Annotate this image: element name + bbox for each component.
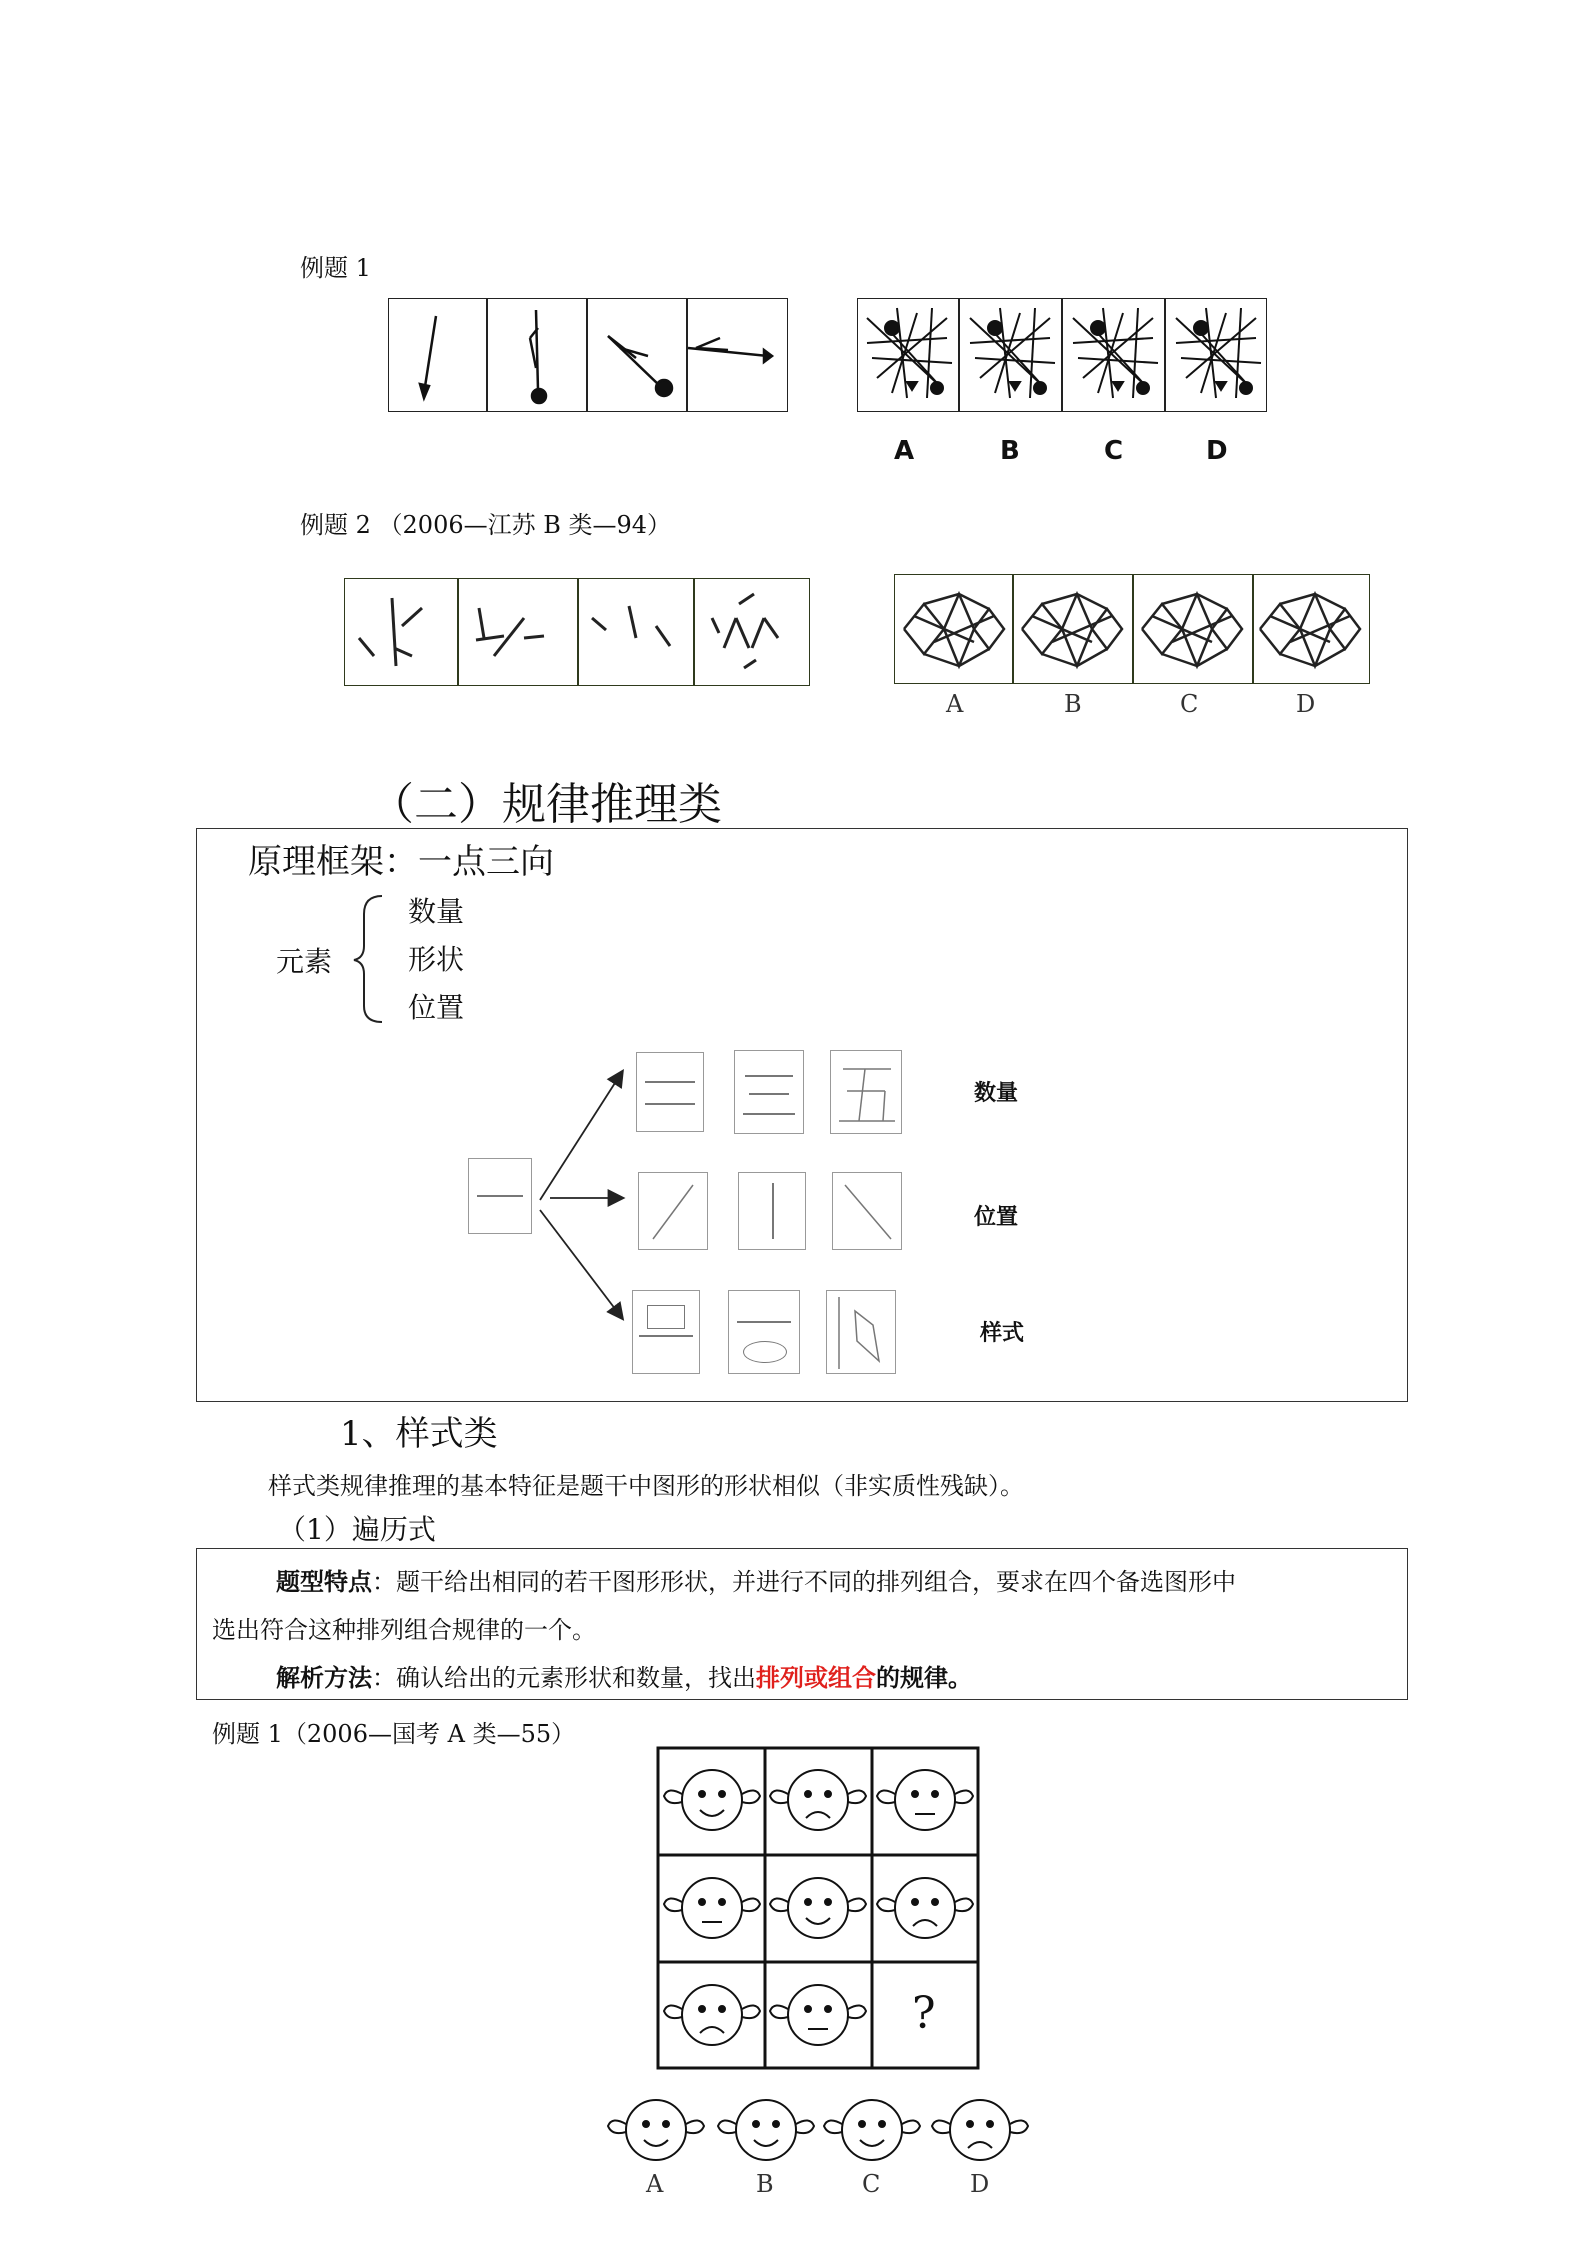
example1-option-c: C — [1104, 436, 1124, 466]
branch-label-quantity: 数量 — [974, 1081, 1019, 1106]
framework-title: 原理框架：一点三向 — [248, 842, 554, 882]
section-title: （二）规律推理类 — [370, 779, 722, 830]
example1-option-a: A — [894, 436, 915, 466]
example2-option-d: D — [1296, 690, 1316, 718]
method-text: ：确认给出的元素形状和数量，找出 — [372, 1664, 756, 1692]
subsection-intro: 样式类规律推理的基本特征是题干中图形的形状相似（非实质性残缺）。 — [268, 1472, 1024, 1500]
subsection-title: 1、样式类 — [340, 1414, 498, 1454]
question-mark: ? — [912, 1988, 936, 2039]
example3-option-b: B — [756, 2170, 774, 2198]
feature-text: ：题干给出相同的若干图形形状，并进行不同的排列组合，要求在四个备选图形中 — [372, 1568, 1236, 1596]
branch-label-style: 样式 — [980, 1321, 1025, 1346]
example2-option-b: B — [1064, 690, 1082, 718]
method-label: 解析方法 — [276, 1663, 372, 1692]
method-highlight: 排列或组合 — [756, 1663, 876, 1692]
method-tail: 的规律。 — [876, 1663, 972, 1692]
example3-option-c: C — [862, 2170, 881, 2198]
example1-title: 例题 1 — [300, 254, 371, 282]
example2-option-c: C — [1180, 690, 1199, 718]
example1-option-d: D — [1206, 436, 1228, 466]
example1-option-b: B — [1000, 436, 1020, 466]
element-label: 元素 — [276, 945, 333, 978]
example3-option-a: A — [646, 2170, 664, 2198]
branch-label-position: 位置 — [974, 1205, 1019, 1230]
example2-title: 例题 2 （2006—江苏 B 类—94） — [300, 511, 672, 539]
element-item-position: 位置 — [408, 991, 465, 1024]
example3-option-d: D — [970, 2170, 990, 2198]
element-item-quantity: 数量 — [408, 895, 465, 928]
example3-title: 例题 1（2006—国考 A 类—55） — [212, 1720, 576, 1748]
feature-label: 题型特点 — [276, 1567, 372, 1596]
feature-text-2: 选出符合这种排列组合规律的一个。 — [212, 1616, 596, 1644]
element-item-shape: 形状 — [408, 943, 465, 976]
example2-option-a: A — [946, 690, 964, 718]
type-title: （1）遍历式 — [278, 1513, 436, 1546]
